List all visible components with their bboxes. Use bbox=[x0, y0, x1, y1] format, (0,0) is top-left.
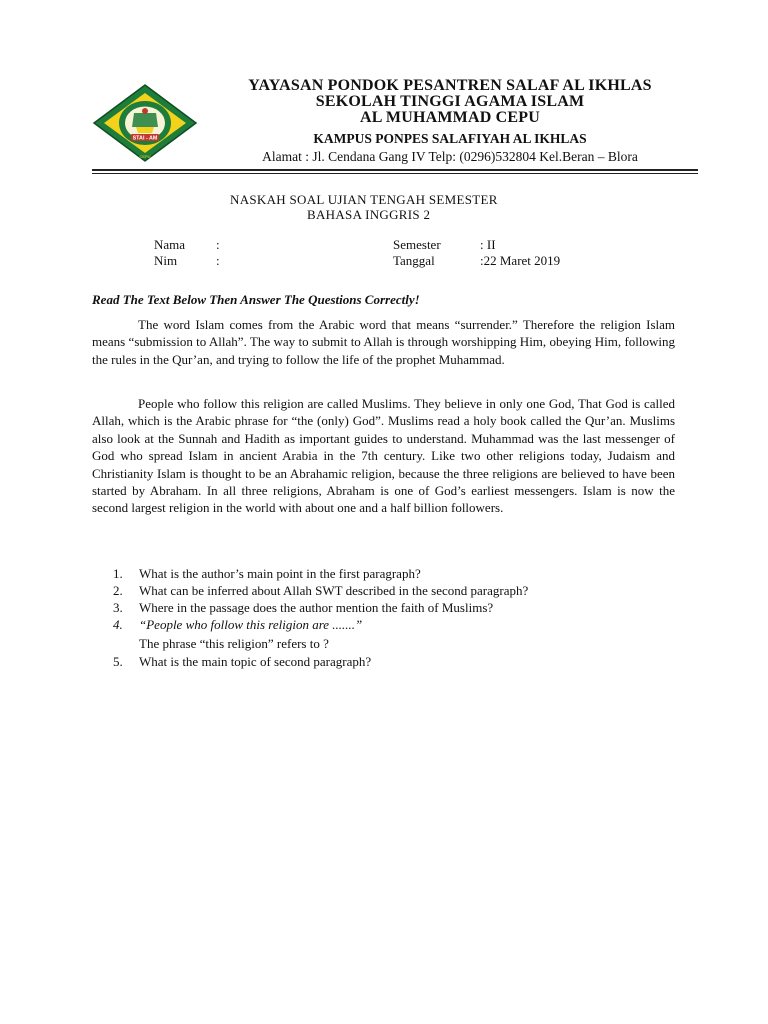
logo-badge-text: STAI - AM bbox=[132, 135, 158, 142]
question-number: 1. bbox=[113, 566, 123, 581]
letterhead-rule-thin bbox=[92, 173, 698, 174]
college-name: SEKOLAH TINGGI AGAMA ISLAM bbox=[315, 93, 585, 110]
question-text: Where in the passage does the author mention the faith of Muslims? bbox=[139, 600, 494, 615]
question-number: 4. bbox=[113, 617, 123, 632]
instruction: Read The Text Below Then Answer The Questions Correctly! bbox=[92, 292, 420, 307]
tanggal-value: :22 Maret 2019 bbox=[480, 253, 561, 268]
logo-bottom-text: CEPU bbox=[139, 154, 151, 159]
question-text: What is the author’s main point in the first paragraph? bbox=[139, 566, 421, 581]
tanggal-label: Tanggal bbox=[393, 253, 435, 268]
address-line: Alamat : Jl. Cendana Gang IV Telp: (0296)532804 Kel.Beran – Blora bbox=[262, 149, 638, 164]
nim-label: Nim bbox=[154, 253, 178, 268]
nim-colon: : bbox=[216, 253, 220, 268]
question-number: 3. bbox=[113, 600, 123, 615]
letterhead-rule-thick bbox=[92, 169, 698, 171]
college-subname: AL MUHAMMAD CEPU bbox=[359, 109, 541, 126]
question-text: What is the main topic of second paragraph? bbox=[139, 654, 372, 669]
campus-name: KAMPUS PONPES SALAFIYAH AL IKHLAS bbox=[313, 131, 587, 146]
question-text: “People who follow this religion are .......” bbox=[139, 617, 363, 632]
semester-label: Semester bbox=[393, 237, 441, 252]
foundation-name: YAYASAN PONDOK PESANTREN SALAF AL IKHLAS bbox=[248, 77, 652, 94]
question-subtext: The phrase “this religion” refers to ? bbox=[139, 636, 329, 651]
passage-paragraph-1: The word Islam comes from the Arabic word that means “surrender.” Therefore the religion Islam means “submission to Allah”. The way to submit to Allah is through worshipping Him, obeying Him, following the rules in the Qur’an, and trying to follow the life of the prophet Muhammad. bbox=[92, 317, 675, 367]
nama-colon: : bbox=[216, 237, 220, 252]
letterhead bbox=[200, 78, 700, 165]
semester-value: : II bbox=[480, 237, 496, 252]
question-number: 2. bbox=[113, 583, 123, 598]
institution-logo bbox=[92, 83, 198, 163]
exam-title: NASKAH SOAL UJIAN TENGAH SEMESTER bbox=[230, 192, 498, 207]
exam-subject: BAHASA INGGRIS 2 bbox=[307, 207, 431, 222]
question-number: 5. bbox=[113, 654, 123, 669]
nama-label: Nama bbox=[154, 237, 186, 252]
question-text: What can be inferred about Allah SWT described in the second paragraph? bbox=[139, 583, 529, 598]
passage-paragraph-2: People who follow this religion are called Muslims. They believe in only one God, That God is called Allah, which is the Arabic phrase for “the (only) God”. Muslims read a holy book called the Qur’an. Muslims also look at the Sunnah and Hadith as important guides to understand. Muhammad was the last messenger of God who spread Islam in ancient Arabia in the 7th century. Like two other religions today, Judaism and Christianity Islam is thought to be an Abrahamic religion, because the three religions are believed to have been started by Abraham. In all three religions, Abraham is one of God’s earliest messengers. Islam is now the second largest religion in the world with about one and a half billion followers. bbox=[92, 396, 675, 516]
